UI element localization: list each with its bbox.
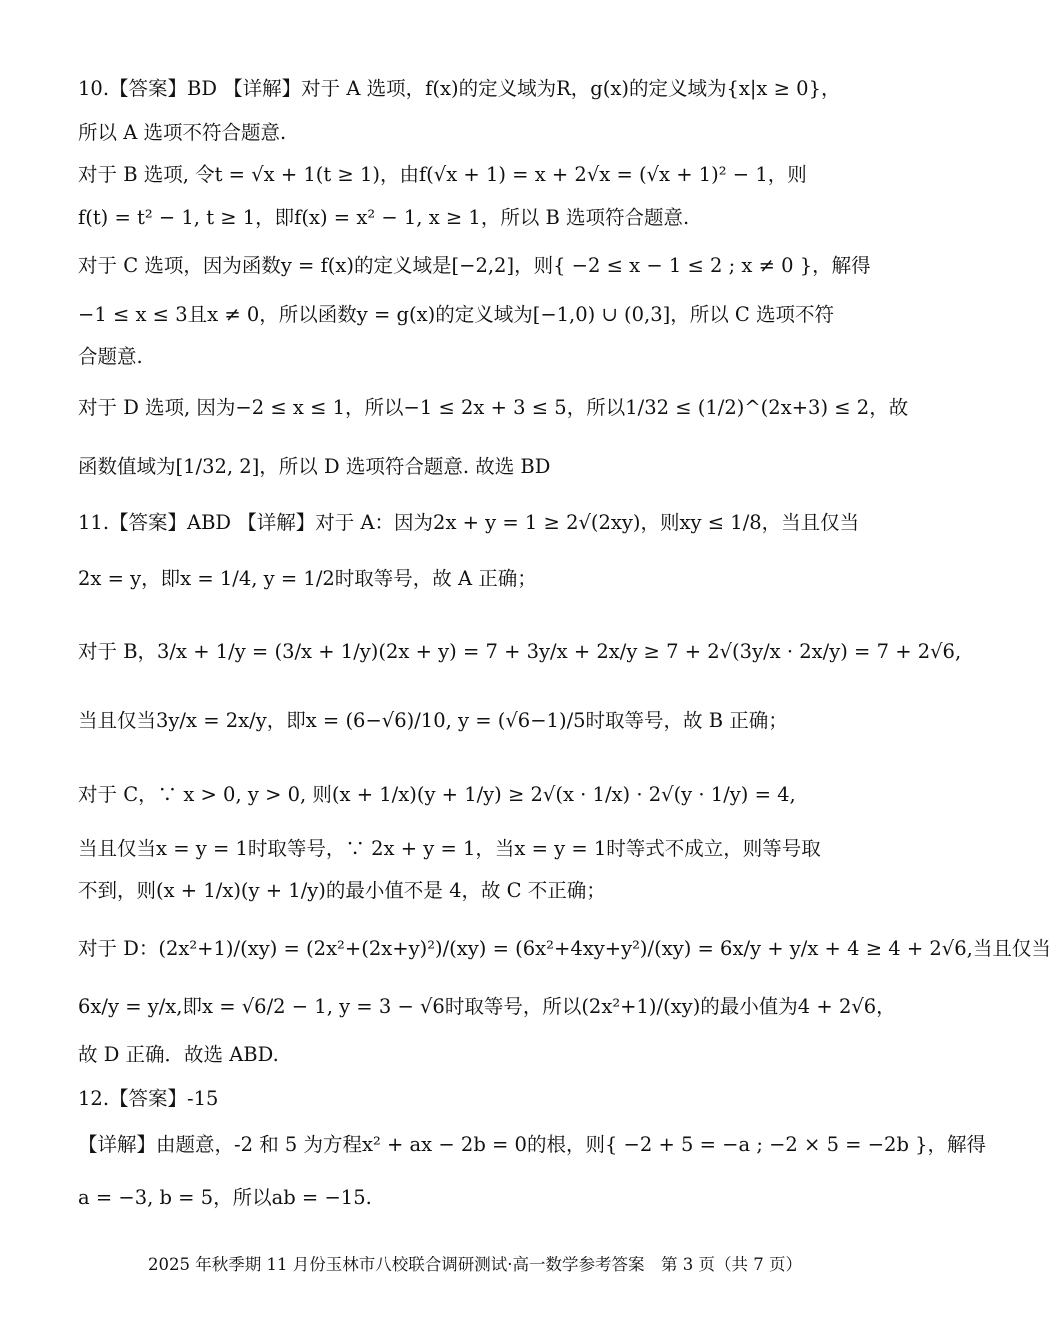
q10-b-line-2: f(t) = t² − 1, t ≥ 1，即f(x) = x² − 1, x ≥ 1，所以 B 选项符合题意. (78, 206, 690, 229)
q11-answer-line: 11.【答案】ABD 【详解】对于 A：因为2x + y = 1 ≥ 2√(2xy)，则xy ≤ 1/8，当且仅当 (78, 511, 860, 534)
q12-answer-line: 12.【答案】-15 (78, 1087, 219, 1110)
q10-d-line-2: 函数值域为[1/32, 2]，所以 D 选项符合题意. 故选 BD (78, 455, 551, 478)
q10-c-line-2: −1 ≤ x ≤ 3且x ≠ 0，所以函数y = g(x)的定义域为[−1,0) ∪ (0,3]，所以 C 选项不符 (78, 303, 835, 326)
q12-detail-line-2: a = −3, b = 5，所以ab = −15. (78, 1186, 372, 1209)
q10-c-line-3: 合题意. (78, 345, 143, 368)
q11-a-line-2: 2x = y，即x = 1/4, y = 1/2时取等号，故 A 正确； (78, 567, 537, 590)
q11-c-line-2: 当且仅当x = y = 1时取等号，∵ 2x + y = 1，当x = y = 1时等式不成立，则等号取 (78, 837, 821, 860)
q10-answer-line: 10.【答案】BD 【详解】对于 A 选项，f(x)的定义域为R，g(x)的定义域为{x|x ≥ 0}， (78, 77, 841, 100)
q11-c-line-3: 不到，则(x + 1/x)(y + 1/y)的最小值不是 4，故 C 不正确； (78, 879, 606, 902)
q12-detail-line-1: 【详解】由题意，-2 和 5 为方程x² + ax − 2b = 0的根，则{ −2 + 5 = −a ; −2 × 5 = −2b }，解得 (78, 1133, 987, 1156)
q10-d-line-1: 对于 D 选项, 因为−2 ≤ x ≤ 1，所以−1 ≤ 2x + 3 ≤ 5，所以1/32 ≤ (1/2)^(2x+3) ≤ 2，故 (78, 396, 909, 419)
q11-b-line-2: 当且仅当3y/x = 2x/y，即x = (6−√6)/10, y = (√6−1)/5时取等号，故 B 正确； (78, 709, 788, 732)
q11-c-line-1: 对于 C，∵ x > 0, y > 0, 则(x + 1/x)(y + 1/y) ≥ 2√(x · 1/x) · 2√(y · 1/y) = 4, (78, 783, 796, 806)
q10-b-line-1: 对于 B 选项, 令t = √x + 1(t ≥ 1)，由f(√x + 1) = x + 2√x = (√x + 1)² − 1，则 (78, 163, 807, 186)
page-footer: 2025 年秋季期 11 月份玉林市八校联合调研测试·高一数学参考答案 第 3 页（共 7 页） (148, 1255, 802, 1274)
q10-c-line-1: 对于 C 选项，因为函数y = f(x)的定义域是[−2,2]，则{ −2 ≤ x − 1 ≤ 2 ; x ≠ 0 }，解得 (78, 254, 871, 277)
q11-d-line-2: 6x/y = y/x,即x = √6/2 − 1, y = 3 − √6时取等号，所以(2x²+1)/(xy)的最小值为4 + 2√6， (78, 995, 896, 1018)
q11-b-line-1: 对于 B，3/x + 1/y = (3/x + 1/y)(2x + y) = 7 + 3y/x + 2x/y ≥ 7 + 2√(3y/x · 2x/y) = 7 + 2√6, (78, 640, 962, 663)
q11-d-line-1: 对于 D：(2x²+1)/(xy) = (2x²+(2x+y)²)/(xy) = (6x²+4xy+y²)/(xy) = 6x/y + y/x + 4 ≥ 4 + 2√6,当且仅当 (78, 937, 1051, 960)
q11-d-line-3: 故 D 正确．故选 ABD. (78, 1043, 279, 1066)
q10-a-conclusion: 所以 A 选项不符合题意. (78, 121, 287, 144)
